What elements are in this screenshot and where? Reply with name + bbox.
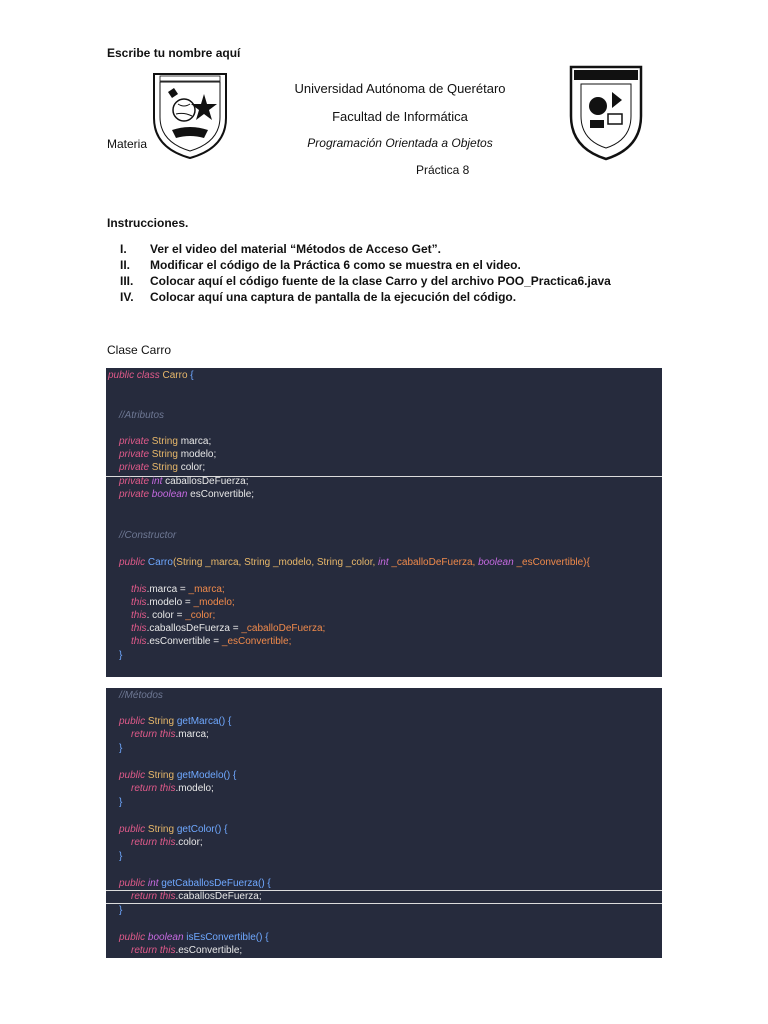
code-line: private String modelo; xyxy=(119,449,217,460)
code-line: this.marca = _marca; xyxy=(131,584,225,595)
instructions-title: Instrucciones. xyxy=(107,216,189,230)
list-item xyxy=(120,257,611,273)
item-number: IV. xyxy=(120,290,134,304)
code-block-class-carro xyxy=(106,368,662,677)
code-line: private String marca; xyxy=(119,436,212,447)
code-line: public String getModelo() { xyxy=(119,770,237,781)
code-line: } xyxy=(119,905,123,916)
code-line: private boolean esConvertible; xyxy=(119,489,255,500)
item-text: Colocar aquí una captura de pantalla de la ejecución del código. xyxy=(150,290,517,304)
code-line: private String color; xyxy=(119,462,206,473)
list-item xyxy=(120,273,611,289)
item-text: Colocar aquí el código fuente de la clase Carro y del archivo POO_Practica6.java xyxy=(150,274,611,288)
code-line: this.modelo = _modelo; xyxy=(131,597,235,608)
code-comment: //Atributos xyxy=(119,410,165,421)
faculty-seal-logo xyxy=(568,64,644,162)
item-number: III. xyxy=(120,274,134,288)
code-line: this.caballosDeFuerza = _caballoDeFuerza; xyxy=(131,623,326,634)
code-line: public class Carro { xyxy=(108,370,194,381)
code-line: return this.marca; xyxy=(131,729,209,740)
code-line: } xyxy=(119,743,123,754)
course-name: Programación Orientada a Objetos xyxy=(307,136,493,150)
code-comment: //Métodos xyxy=(119,690,163,701)
faculty-name: Facultad de Informática xyxy=(332,109,468,124)
code-line: } xyxy=(119,851,123,862)
code-line: } xyxy=(119,797,123,808)
item-number: I. xyxy=(120,242,127,256)
code-line: public int getCaballosDeFuerza() { xyxy=(119,878,271,889)
section-label: Clase Carro xyxy=(107,343,172,357)
code-line: } xyxy=(119,650,123,661)
list-item xyxy=(120,289,611,305)
practice-number: Práctica 8 xyxy=(416,163,470,177)
code-line: this.esConvertible = _esConvertible; xyxy=(131,636,292,647)
item-number: II. xyxy=(120,258,131,272)
code-line: public Carro(String _marca, String _modelo, String _color, int _caballoDeFuerza, boolean _esConvertible){ xyxy=(119,557,590,568)
item-text: Modificar el código de la Práctica 6 como se muestra en el video. xyxy=(150,258,521,272)
university-seal-logo xyxy=(150,70,230,160)
code-line: return this.esConvertible; xyxy=(131,945,243,956)
code-line: public String getColor() { xyxy=(119,824,228,835)
list-item xyxy=(120,241,611,257)
instructions-list xyxy=(120,241,611,305)
code-block-methods xyxy=(106,688,662,958)
code-line: this. color = _color; xyxy=(131,610,216,621)
university-name: Universidad Autónoma de Querétaro xyxy=(294,81,506,96)
subject-label: Materia xyxy=(107,137,148,151)
divider xyxy=(106,903,662,904)
code-comment: //Constructor xyxy=(119,530,177,541)
code-line: return this.modelo; xyxy=(131,783,214,794)
item-text: Ver el video del material “Métodos de Acceso Get”. xyxy=(150,242,441,256)
name-prompt: Escribe tu nombre aquí xyxy=(107,46,241,60)
code-line: return this.color; xyxy=(131,837,203,848)
code-line: return this.caballosDeFuerza; xyxy=(131,891,262,902)
code-line: public String getMarca() { xyxy=(119,716,232,727)
code-line: public boolean isEsConvertible() { xyxy=(119,932,269,943)
code-line: private int caballosDeFuerza; xyxy=(119,476,249,487)
